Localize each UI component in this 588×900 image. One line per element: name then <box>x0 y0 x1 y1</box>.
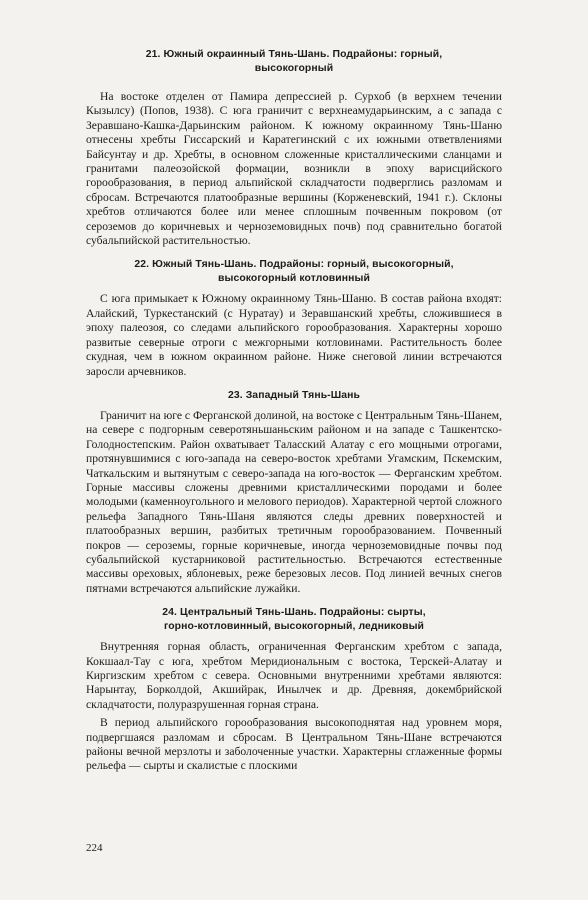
heading-line: 22. Южный Тянь-Шань. Подрайоны: горный, высокогорный, <box>134 259 454 271</box>
page-number: 224 <box>86 842 103 854</box>
heading-line: 24. Центральный Тянь-Шань. Подрайоны: сырты, <box>162 607 426 619</box>
section-heading <box>86 258 502 286</box>
paragraph: На востоке отделен от Памира депрессией р. Сурхоб (в верхнем течении Кызылсу) (Попов, 1938). С юга граничит с верхнеамударьинским, а с запада с Зеравшано-Кашка-Дарьинским районом. К южному окраинному Тянь-Шаню отнесены хребты Гиссарский и Каратегинский с их южными ответвлениями Байсунтау и др. Хребты, в основном сложенные кристаллическими сланцами и гранитами палеозойской формации, возникли в эпоху варисцийского горообразования, в период альпийской складчатости подверглись разломам и сбросам. Встречаются платообразные вершины (Корженевский, 1941 г.). Склоны хребтов отличаются более или менее сплошным почвенным покровом (от сероземов до коричневых и черноземовидных почв) под сравнительно богатой субальпийской растительностью. <box>86 90 502 248</box>
paragraph: Внутренняя горная область, ограниченная Ферганским хребтом с запада, Кокшаал-Тау с юга, хребтом Меридиональным с востока, Терскей-Алатау и Киргизским хребтом с севера. Основными внутренними хребтами являются: Нарынтау, Борколдой, Акшийрак, Инылчек и др. Древняя, докембрийской складчатости, полуразрушенная горная страна. <box>86 640 502 711</box>
section-24 <box>86 606 502 774</box>
page-body <box>86 48 502 778</box>
heading-line: 23. Западный Тянь-Шань <box>227 389 361 401</box>
section-22 <box>86 258 502 378</box>
heading-line: горно-котловинный, высокогорный, ледниковый <box>163 621 425 633</box>
section-heading <box>86 48 502 76</box>
heading-line: высокогорный <box>254 63 334 74</box>
paragraph: С юга примыкает к Южному окраинному Тянь-Шаню. В состав района входят: Алайский, Туркестанский (с Нуратау) и Зеравшанский хребты, сложившиеся в эпоху палеозоя, со следами альпийского горообразования. Характерны хорошо развитые северные отроги с межгорными котловинами. Растительность более скудная, чем в южном окраинном районе. Ниже снеговой линии встречаются заросли арчевников. <box>86 292 502 378</box>
section-21 <box>86 48 502 248</box>
section-23 <box>86 389 502 596</box>
section-heading <box>86 389 502 403</box>
heading-line: 21. Южный окраинный Тянь-Шань. Подрайоны: горный, <box>145 49 443 60</box>
section-heading <box>86 606 502 634</box>
paragraph: В период альпийского горообразования высокоподнятая над уровнем моря, подвергшаяся разломам и сбросам. В Центральном Тянь-Шане встречаются районы вечной мерзлоты и заболоченные участки. Характерны сглаженные формы рельефа — сырты и скалистые с плоскими <box>86 716 502 773</box>
heading-line: высокогорный котловинный <box>217 273 370 285</box>
paragraph: Граничит на юге с Ферганской долиной, на востоке с Центральным Тянь-Шанем, на севере с подгорным северотяньшаньским районом и на западе с Ташкентско-Голодностепским. Район охватывает Таласский Алатау с его мощными отрогами, протянувшимися с юго-запада на северо-восток хребтами Угамским, Пскемским, Чаткальским и вытянутым с северо-запада на юго-восток — Ферганским хребтом. Горные массивы сложены древними кристаллическими породами и более молодыми (каменноугольного и мелового периодов). Характерной чертой сложного рельефа Западного Тянь-Шаня являются следы древних поверхностей и платообразных вершин, разбитых третичным горообразованием. Почвенный покров — сероземы, горные коричневые, иногда черноземовидные почвы под субальпийской кустарниковой растительностью. Встречаются естественные массивы ореховых, яблоневых, реже березовых лесов. Под линией вечных снегов пятнами встречаются альпийские лужайки. <box>86 408 502 595</box>
